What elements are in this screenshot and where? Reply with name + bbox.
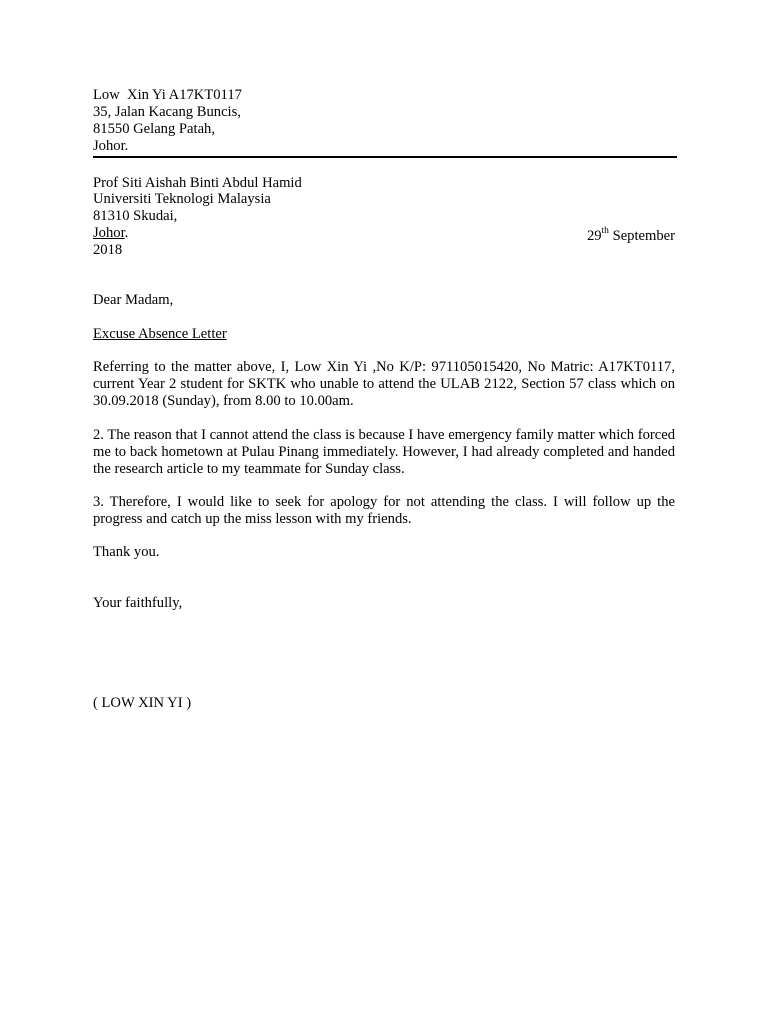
- salutation: Dear Madam,: [93, 292, 174, 308]
- recipient-name: Prof Siti Aishah Binti Abdul Hamid: [93, 175, 302, 191]
- paragraph-2: 2. The reason that I cannot attend the class is because I have emergency family matter which forced me to back hometown at Pulau Pinang immediately. However, I had already completed and handed the research article to my teammate for Sunday class.: [93, 427, 675, 477]
- recipient-state-suffix: .: [124, 225, 129, 241]
- subject-line: Excuse Absence Letter: [93, 326, 227, 342]
- sender-state: Johor.: [93, 138, 129, 154]
- recipient-state-line: [93, 225, 128, 242]
- sender-name-line: Low Xin Yi A17KT0117: [93, 87, 242, 103]
- paragraph-1: Referring to the matter above, I, Low Xin Yi ,No K/P: 971105015420, No Matric: A17KT0117, current Year 2 student for SKTK who unable to attend the ULAB 2122, Section 57 class which on 30.09.2018 (Sunday), from 8.00 to 10.00am.: [93, 359, 675, 409]
- paragraph-3: 3. Therefore, I would like to seek for apology for not attending the class. I will follow up the progress and catch up the miss lesson with my friends.: [93, 494, 675, 527]
- date-year: 2018: [93, 242, 123, 258]
- thanks-line: Thank you.: [93, 544, 160, 560]
- recipient-institution: Universiti Teknologi Malaysia: [93, 191, 271, 207]
- signature-name: ( LOW XIN YI ): [93, 695, 192, 711]
- closing-line: Your faithfully,: [93, 595, 183, 611]
- date-month: September: [612, 227, 675, 244]
- date-day: 29: [586, 227, 602, 244]
- recipient-state: Johor: [93, 225, 125, 241]
- header-divider: [93, 156, 677, 158]
- sender-address-line-1: 35, Jalan Kacang Buncis,: [93, 104, 241, 120]
- sender-address-line-2: 81550 Gelang Patah,: [93, 121, 215, 137]
- letter-date: [587, 224, 675, 245]
- recipient-postcode-city: 81310 Skudai,: [93, 208, 178, 224]
- date-ordinal: th: [601, 226, 609, 236]
